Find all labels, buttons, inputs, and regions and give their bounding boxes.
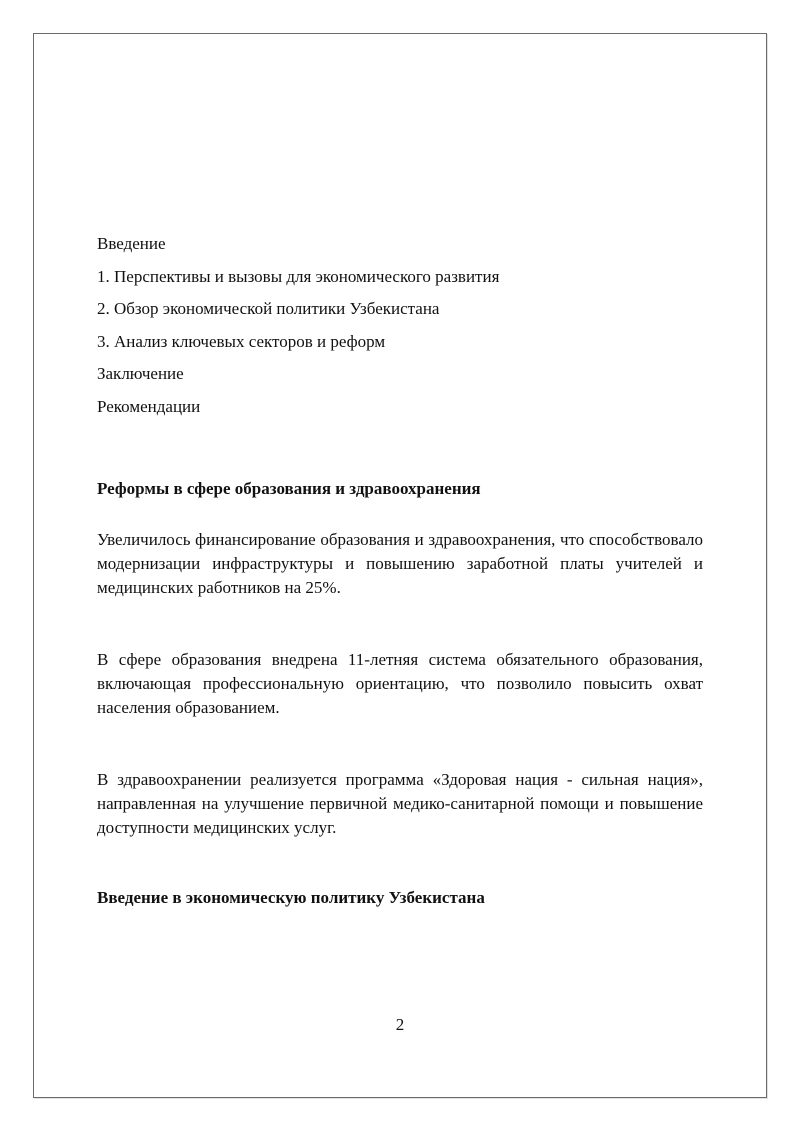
toc-item-introduction: Введение (97, 234, 166, 253)
toc-item-2: 2. Обзор экономической политики Узбекистана (97, 299, 440, 319)
toc-item-3: 3. Анализ ключевых секторов и реформ (97, 331, 386, 351)
table-of-contents (97, 232, 703, 419)
paragraph-healthcare: В здравоохранении реализуется программа «Здоровая нация - сильная нация», направленная на улучшение первичной медико-санитарной помощи и повышение доступности медицинских услуг. (97, 769, 703, 837)
section-heading-economic-policy: Введение в экономическую политику Узбекистана (97, 887, 485, 907)
section-heading-reforms: Реформы в сфере образования и здравоохранения (97, 478, 481, 498)
page-number: 2 (395, 1015, 405, 1034)
page-content (97, 232, 703, 910)
paragraph-funding: Увеличилось финансирование образования и здравоохранения, что способствовало модернизации инфраструктуры и повышению заработной платы учителей и медицинских работников на 25%. (97, 529, 703, 597)
toc-item-1: 1. Перспективы и вызовы для экономического развития (97, 266, 500, 286)
paragraph-education: В сфере образования внедрена 11-летняя система обязательного образования, включающая профессиональную ориентацию, что позволило повысить охват населения образованием. (97, 649, 703, 717)
toc-item-conclusion: Заключение (97, 364, 184, 384)
toc-item-recommendations: Рекомендации (97, 396, 201, 416)
